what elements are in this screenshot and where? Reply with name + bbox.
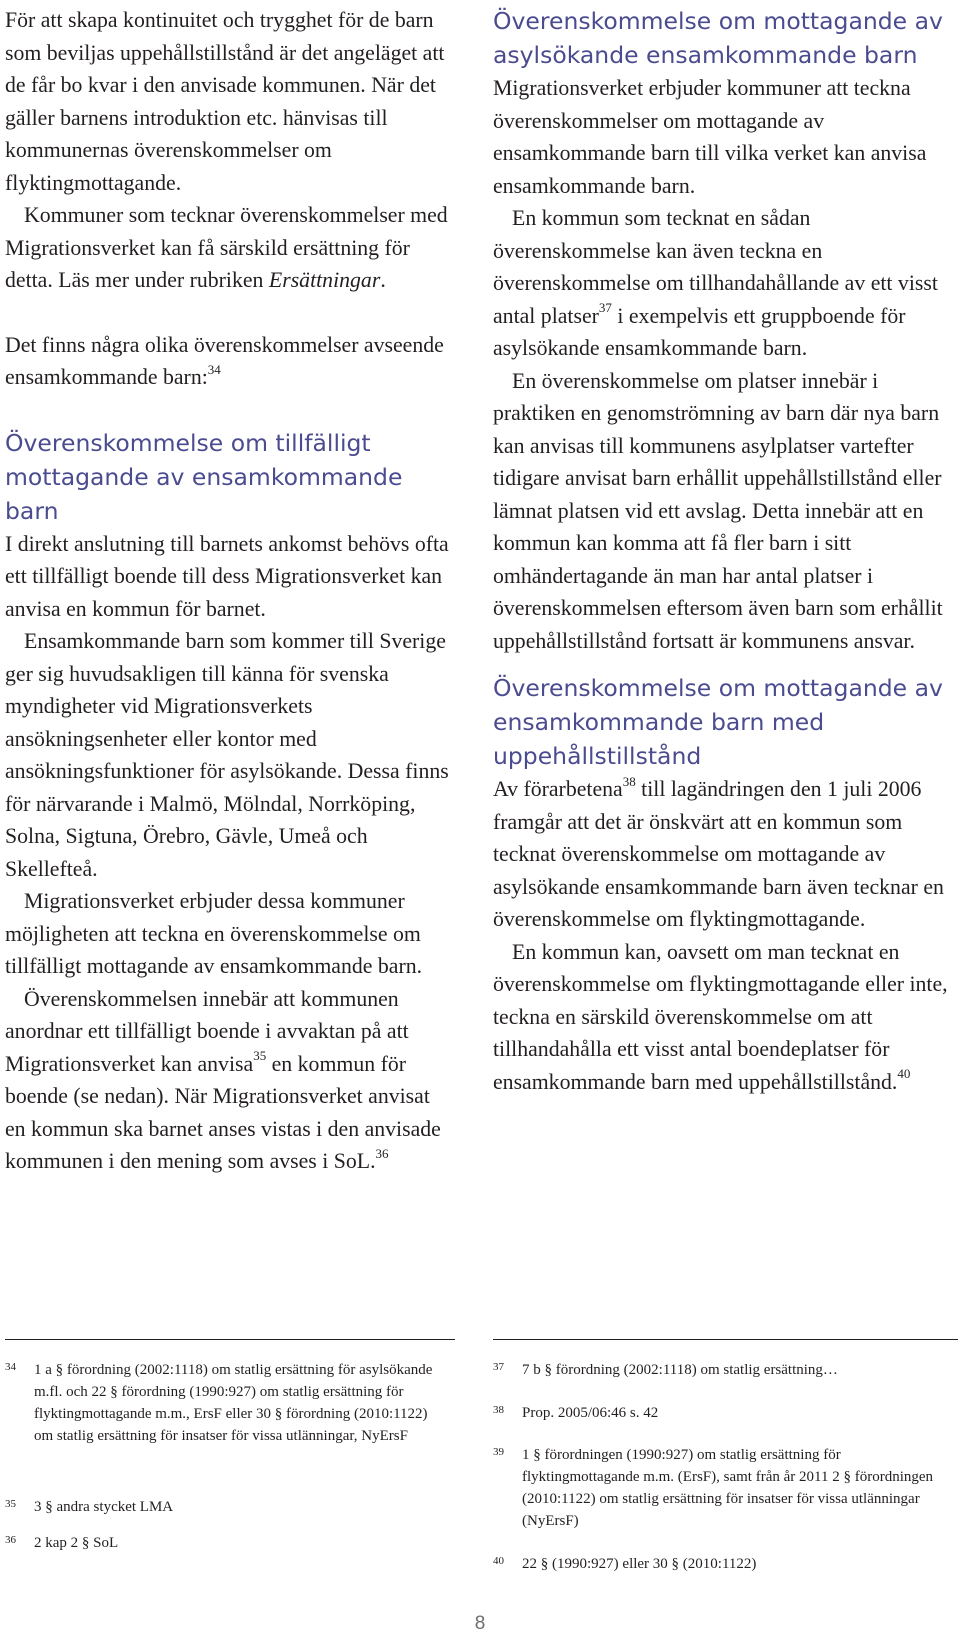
footnote-number: 40 [493, 1555, 504, 1567]
footnote-divider [5, 1339, 455, 1340]
section-heading: Överenskommelse om mottagande av asylsökande ensamkommande barn [493, 7, 943, 69]
footnote-text: 7 b § förordning (2002:1118) om statlig ersättning… [522, 1362, 838, 1378]
paragraph-text: . [380, 268, 386, 292]
paragraph: Migrationsverket erbjuder kommuner att teckna överenskommelser om mottagande av ensamkommande barn till vilka verket kan anvisa ensamkommande barn. [493, 76, 927, 198]
paragraph-text: en kommun för boende (se nedan). När Migrationsverket anvisat en kommun ska barnet anses vistas i den anvisade kommunen i den mening som avses i SoL. [5, 1051, 441, 1173]
footnote-ref: 37 [598, 300, 612, 316]
paragraph-text: Kommuner som tecknar överenskommelser med Migrationsverket kan få särskild ersättning för detta. Läs mer under rubriken [5, 203, 448, 292]
footnote-ref: 38 [622, 773, 636, 789]
paragraph: Ensamkommande barn som kommer till Sverige ger sig huvudsakligen till känna för svenska myndigheter vid Migrationsverkets ansökningsenheter eller kontor med ansökningsfunktioner för asylsökande. Dessa finns för närvarande i Malmö, Mölndal, Norrköping, Solna, Sigtuna, Örebro, Gävle, Umeå och Skellefteå. [5, 629, 449, 881]
paragraph-text: i exempelvis ett gruppboende för asylsökande ensamkommande barn. [493, 303, 906, 360]
footnote-text: 3 § andra stycket LMA [34, 1499, 174, 1515]
section-heading: Överenskommelse om mottagande av ensamkommande barn med uppehållstillstånd [493, 674, 943, 770]
paragraph-text: Av förarbetena [493, 777, 623, 801]
paragraph: I direkt anslutning till barnets ankomst behövs ofta ett tillfälligt boende till dess Migrationsverket kan anvisa en kommun för barnet. [5, 531, 449, 621]
footnote-number: 37 [493, 1361, 504, 1373]
footnote-text: 1 a § förordning (2002:1118) om statlig ersättning för asylsökande m.fl. och 22 § förordning (1990:927) om statlig ersättning för flyktingmottagande m.m., ErsF eller 30 § förordning (2010:1122) om statlig ersättning för insatser för vissa utlänningar, NyErsF [34, 1362, 433, 1444]
footnote-text: 22 § (1990:927) eller 30 § (2010:1122) [522, 1556, 757, 1572]
section-reference: Ersättningar [268, 268, 381, 292]
left-column [5, 4, 455, 1178]
footnote-text: 2 kap 2 § SoL [34, 1535, 119, 1551]
paragraph: En överenskommelse om platser innebär i praktiken en genomströmning av barn där nya barn kan anvisas till kommunens asylplatser vartefter tidigare anvisat barn erhållit uppehållstillstånd eller lämnat platsen vid ett avslag. Detta innebär att en kommun kan komma att få fler barn i sitt omhändertagande än man har antal platser i överenskommelsen eftersom även barn som erhållit uppehållstillstånd fortsatt är kommunens ansvar. [493, 368, 943, 653]
footnote-number: 35 [5, 1498, 16, 1510]
footnote-ref: 40 [897, 1066, 911, 1082]
paragraph [5, 983, 455, 1178]
paragraph [493, 936, 953, 1099]
footnote-text: 1 § förordningen (1990:927) om statlig ersättning för flyktingmottagande m.m. (ErsF), samt från år 2011 2 § förordningen (2010:1122) om statlig ersättning för insatser för vissa utlänningar (NyErsF) [522, 1447, 934, 1529]
paragraph-text: till lagändringen den 1 juli 2006 framgår att det är önskvärt att en kommun som tecknat överenskommelse om mottagande av asylsökande ensamkommande barn även tecknar en överenskommelse om flyktingmottagande. [493, 777, 944, 931]
section-heading: Överenskommelse om tillfälligt mottagande av ensamkommande barn [5, 428, 403, 525]
paragraph-text: Det finns några olika överenskommelser avseende ensamkommande barn: [5, 332, 444, 389]
paragraph [5, 199, 455, 297]
paragraph [493, 773, 953, 936]
paragraph [493, 202, 953, 365]
paragraph [5, 329, 455, 394]
footnote-ref: 36 [375, 1145, 389, 1161]
page-number: 8 [474, 1613, 486, 1634]
paragraph-text: Överenskommelsen innebär att kommunen anordnar ett tillfälligt boende i avvaktan på att Migrationsverket kan anvisa [5, 986, 409, 1076]
footnote-number: 34 [5, 1361, 16, 1373]
footnote-number: 38 [493, 1404, 504, 1416]
paragraph: Migrationsverket erbjuder dessa kommuner möjligheten att teckna en överenskommelse om tillfälligt mottagande av ensamkommande barn. [5, 889, 423, 978]
paragraph: För att skapa kontinuitet och trygghet för de barn som beviljas uppehållstillstånd är det angeläget att de får bo kvar i den anvisade kommunen. När det gäller barnens introduktion etc. hänvisas till kommunernas överenskommelser om flyktingmottagande. [5, 8, 445, 195]
right-column [493, 4, 953, 1098]
paragraph-text: En kommun kan, oavsett om man tecknat en överenskommelse om flyktingmottagande eller inte, teckna en särskild överenskommelse om att tillhandahålla ett visst antal boendeplatser för ensamkommande barn med uppehållstillstånd. [493, 939, 948, 1094]
footnote-ref: 35 [253, 1048, 267, 1064]
paragraph-text: En kommun som tecknat en sådan överenskommelse kan även teckna en överenskommelse om tillhandahållande av ett visst antal platser [493, 206, 938, 328]
footnote-number: 36 [5, 1534, 16, 1546]
footnote-divider [493, 1339, 958, 1340]
footnote-text: Prop. 2005/06:46 s. 42 [522, 1405, 659, 1421]
footnote-number: 39 [493, 1446, 504, 1458]
footnote-ref: 34 [207, 361, 221, 377]
